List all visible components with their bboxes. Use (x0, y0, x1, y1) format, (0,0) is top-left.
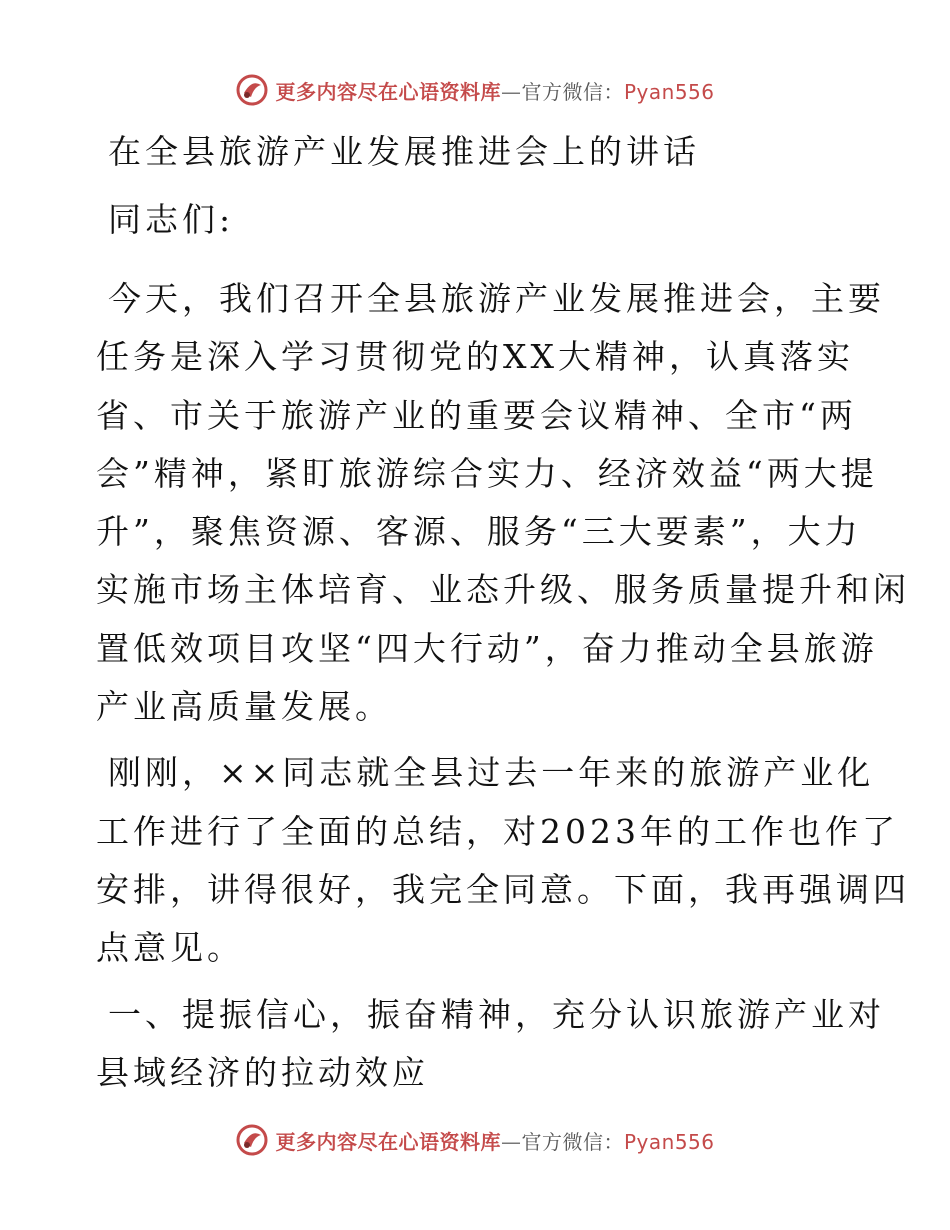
watermark-text (275, 1126, 714, 1155)
greeting: 同志们: (108, 200, 235, 239)
watermark-wechat-id: Pyan556 (623, 79, 715, 104)
paragraph-line: 产业高质量发展。 (96, 687, 392, 727)
watermark-banner-bottom (0, 1120, 950, 1160)
greeting-block (96, 196, 856, 244)
paragraph-line: 今天，我们召开全县旅游产业发展推进会，主要 (108, 279, 885, 318)
watermark-wechat-label: 官方微信： (521, 1129, 624, 1154)
watermark-separator: — (500, 1129, 522, 1154)
section-heading-1 (96, 986, 885, 1103)
document-body (96, 120, 910, 1102)
section-heading-line: 县域经济的拉动效应 (96, 1052, 429, 1092)
paragraph-line: 省、市关于旅游产业的重要会议精神、全市“两 (96, 395, 857, 435)
watermark-separator: — (500, 79, 522, 104)
paragraph-line: 升”，聚焦资源、客源、服务“三大要素”，大力 (96, 512, 862, 552)
brand-logo-icon (235, 73, 269, 107)
paragraph-line: 点意见。 (96, 928, 244, 968)
paragraph-line: 实施市场主体培育、业态升级、服务质量提升和闲 (96, 570, 910, 610)
paragraph-review (96, 744, 910, 977)
paragraph-line: 会”精神，紧盯旅游综合实力、经济效益“两大提 (96, 453, 878, 493)
paragraph-line: 工作进行了全面的总结，对2023年的工作也作了 (96, 811, 899, 851)
paragraph-line: 置低效项目攻坚“四大行动”，奋力推动全县旅游 (96, 628, 878, 668)
watermark-text (275, 76, 714, 105)
watermark-lead: 更多内容尽在心语资料库 (275, 79, 501, 104)
watermark-wechat-label: 官方微信： (521, 79, 624, 104)
paragraph-line: 任务是深入学习贯彻党的XX大精神，认真落实 (96, 337, 854, 377)
paragraph-line: 安排，讲得很好，我完全同意。下面，我再强调四 (96, 869, 910, 909)
watermark-wechat-id: Pyan556 (623, 1129, 715, 1154)
watermark-banner-top (0, 70, 950, 110)
watermark-lead: 更多内容尽在心语资料库 (275, 1129, 501, 1154)
paragraph-line: 刚刚，××同志就全县过去一年来的旅游产业化 (108, 753, 875, 793)
document-title-block (96, 128, 856, 176)
brand-logo-icon (235, 1123, 269, 1157)
section-heading-line: 一、提振信心，振奋精神，充分认识旅游产业对 (108, 994, 885, 1034)
document-title: 在全县旅游产业发展推进会上的讲话 (108, 132, 700, 171)
paragraph-opening (96, 270, 910, 736)
